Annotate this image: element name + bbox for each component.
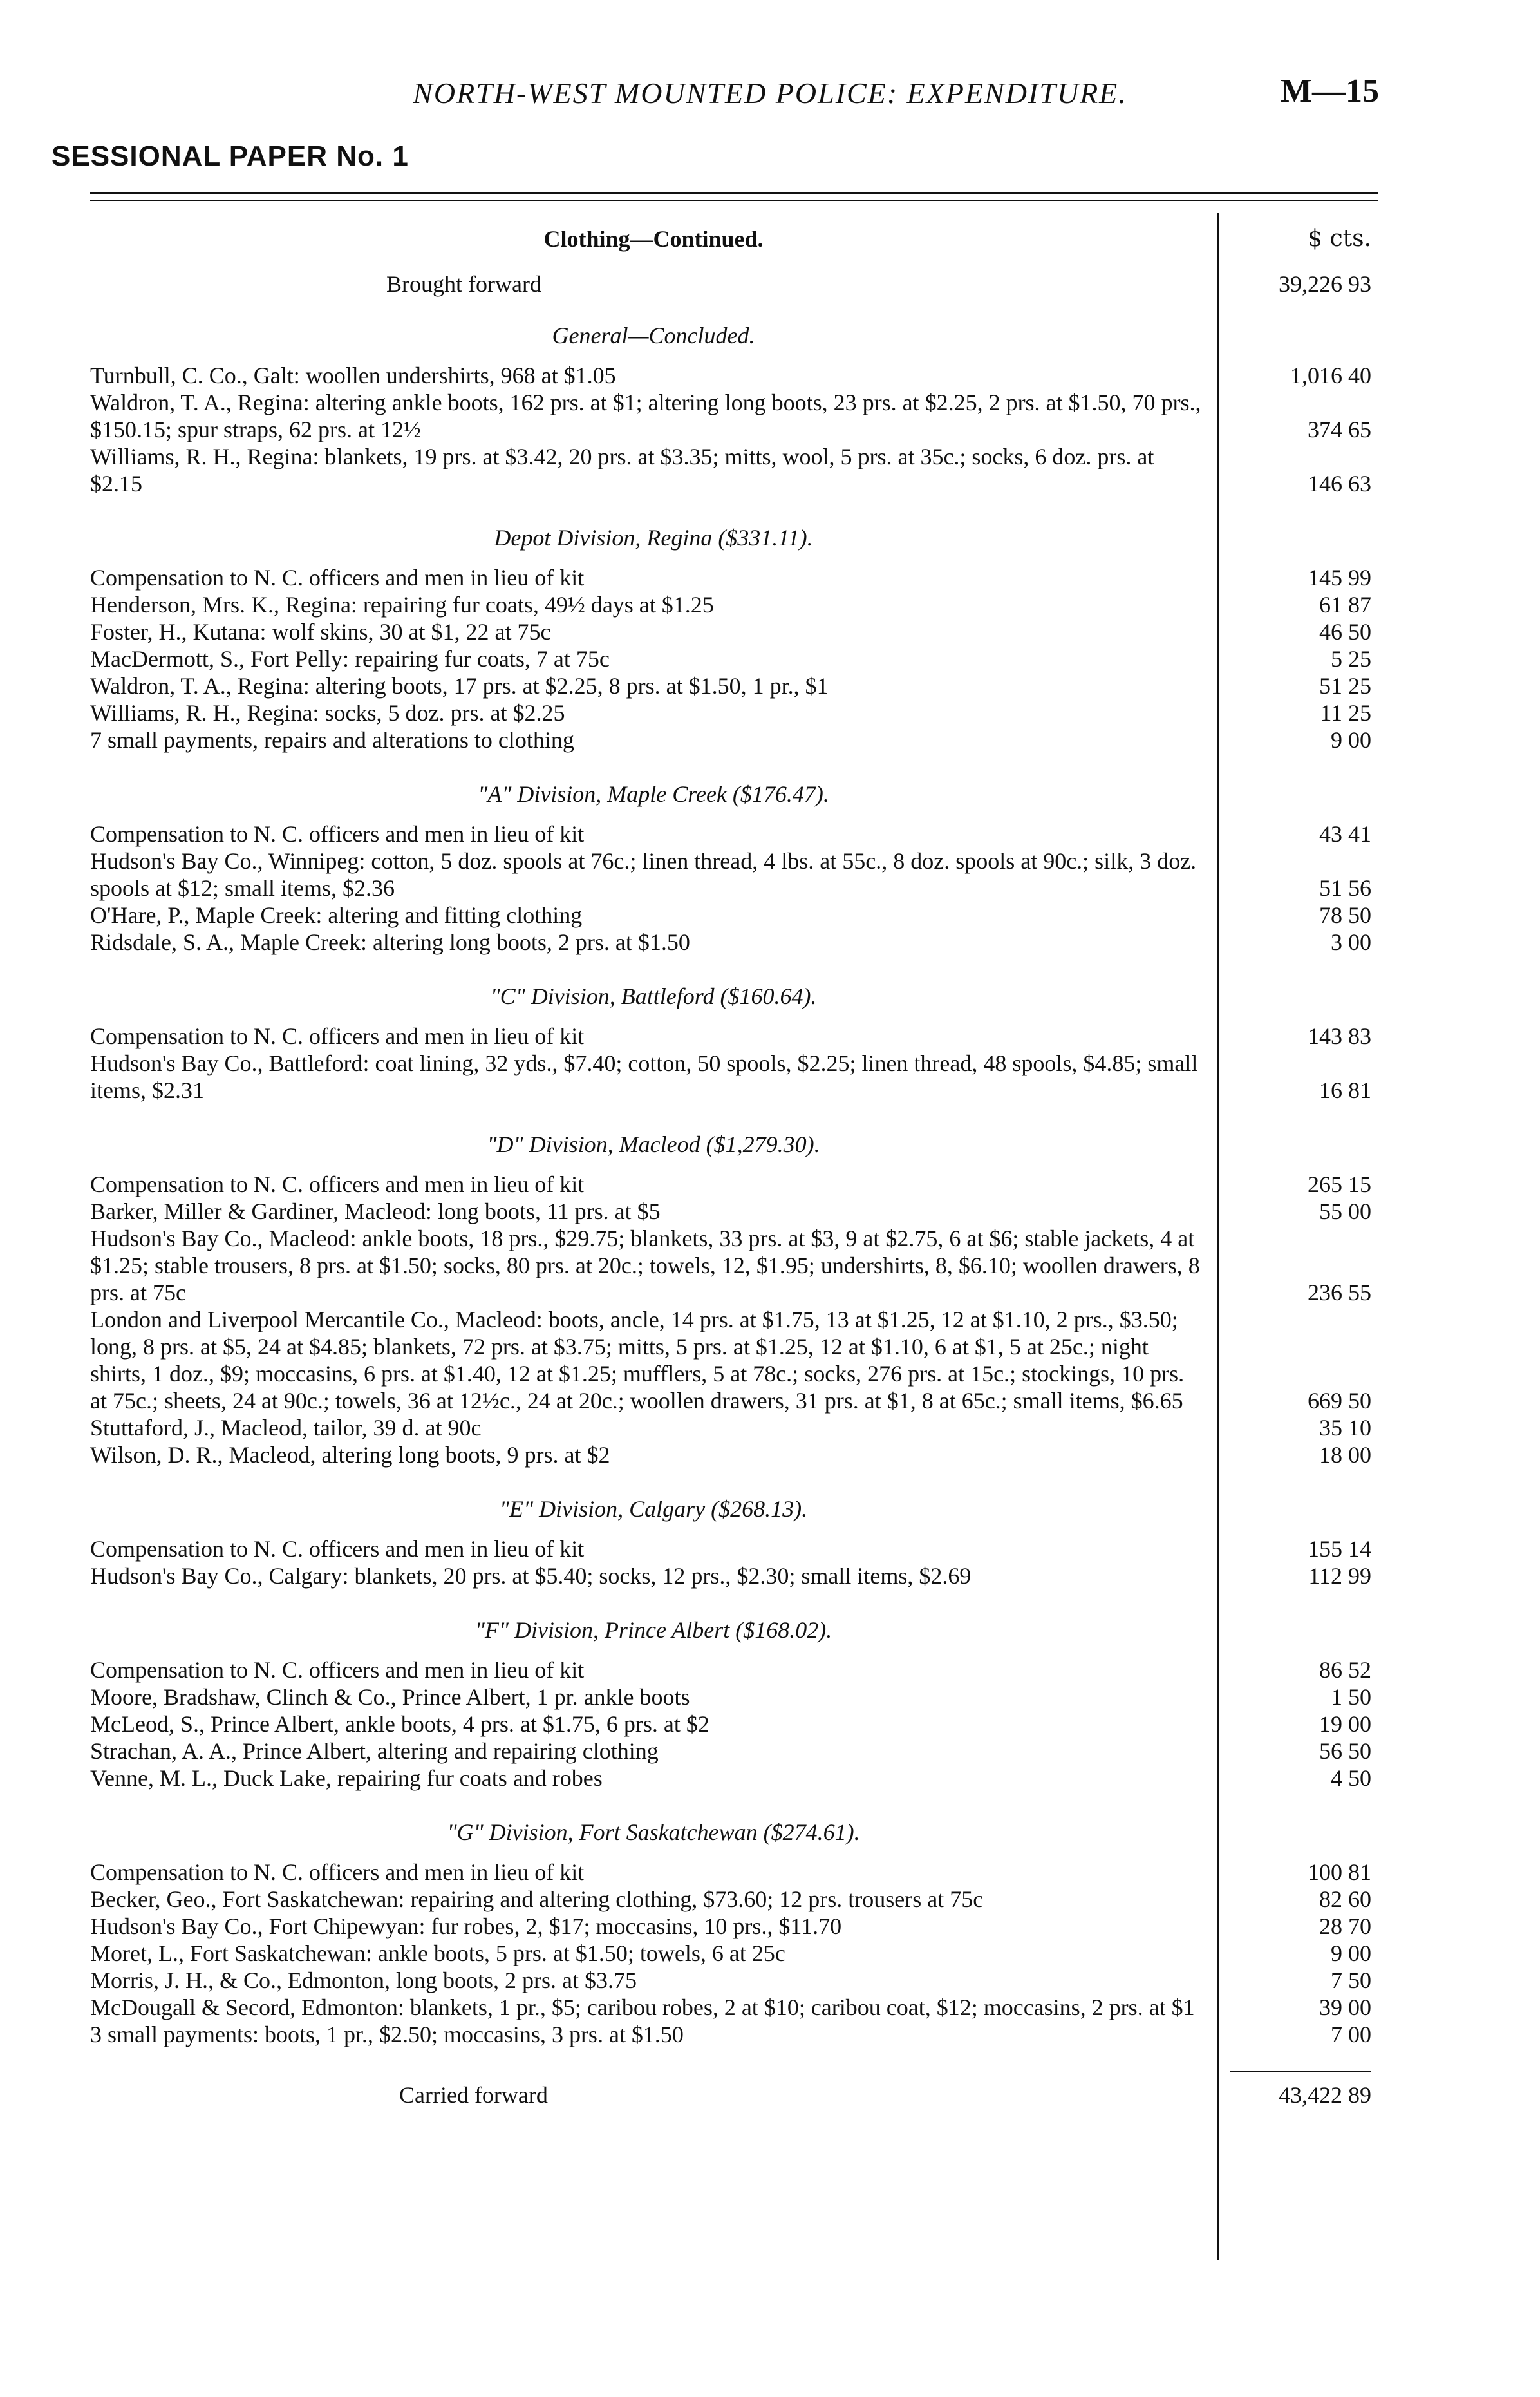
section-heading: "G" Division, Fort Saskatchewan ($274.61). <box>447 1819 860 1845</box>
expense-entry: Ridsdale, S. A., Maple Creek: altering long boots, 2 prs. at $1.50 <box>90 929 690 955</box>
expense-amount: 35 10 <box>1319 1415 1371 1441</box>
expense-amount: 236 55 <box>1308 1280 1371 1305</box>
section-heading: "C" Division, Battleford ($160.64). <box>490 983 817 1009</box>
amount-column-divider <box>1217 213 1219 2260</box>
expense-amount: 374 65 <box>1308 417 1371 442</box>
expense-amount: 39 00 <box>1319 1994 1371 2020</box>
currency-header: $ cts. <box>1308 225 1371 252</box>
expense-entry: MacDermott, S., Fort Pelly: repairing fur coats, 7 at 75c <box>90 646 610 672</box>
expense-entry: Strachan, A. A., Prince Albert, altering and repairing clothing <box>90 1738 659 1764</box>
expense-entry: Becker, Geo., Fort Saskatchewan: repairing and altering clothing, $73.60; 12 prs. trousers at 75c <box>90 1886 984 1912</box>
expense-entry: London and Liverpool Mercantile Co., Macleod: boots, ancle, 14 prs. at $1.75, 13 at $1.25, 12 at $1.10, 2 prs., $3.50; long, 8 prs. at $5, 24 at $4.85; blankets, 72 prs. at $3.75; mitts, 5 prs. at $1.25, 12 at $1.10, 6 at $1, 5 at 25c.; night shirts, 1 doz., $9; moccasins, 6 prs. at $1.40, 12 at $1.25; mufflers, 5 at 78c.; socks, 276 prs. at 15c.; stockings, 10 prs. at 75c.; sheets, 24 at 90c.; towels, 36 at 12½c., 24 at 20c.; woollen drawers, 31 prs. at $1, 8 at 65c.; small items, $6.65 <box>90 1307 1185 1414</box>
expense-entry: Williams, R. H., Regina: blankets, 19 prs. at $3.42, 20 prs. at $3.35; mitts, wool, 5 prs. at 35c.; socks, 6 doz. prs. at $2.15 <box>90 444 1154 497</box>
expense-amount: 9 00 <box>1331 727 1371 753</box>
expense-amount: 5 25 <box>1331 646 1371 672</box>
expense-entry: Moret, L., Fort Saskatchewan: ankle boots, 5 prs. at $1.50; towels, 6 at 25c <box>90 1940 785 1966</box>
expense-entry: Compensation to N. C. officers and men in lieu of kit <box>90 1171 585 1197</box>
expense-entry: Hudson's Bay Co., Battleford: coat lining, 32 yds., $7.40; cotton, 50 spools, $2.25; linen thread, 48 spools, $4.85; small items, $2.31 <box>90 1050 1198 1103</box>
expense-entry: Moore, Bradshaw, Clinch & Co., Prince Albert, 1 pr. ankle boots <box>90 1684 690 1710</box>
expense-entry: Williams, R. H., Regina: socks, 5 doz. prs. at $2.25 <box>90 700 565 726</box>
expense-amount: 19 00 <box>1319 1711 1371 1737</box>
expense-entry: 7 small payments, repairs and alterations to clothing <box>90 727 574 753</box>
running-title: NORTH-WEST MOUNTED POLICE: EXPENDITURE. <box>413 77 1127 109</box>
expense-amount: 28 70 <box>1319 1913 1371 1939</box>
expense-amount: 146 63 <box>1308 471 1371 497</box>
expense-entry: Morris, J. H., & Co., Edmonton, long boots, 2 prs. at $3.75 <box>90 1967 637 1993</box>
expense-entry: Wilson, D. R., Macleod, altering long boots, 9 prs. at $2 <box>90 1442 610 1468</box>
brought-forward-amount: 39,226 93 <box>1279 271 1371 297</box>
expense-amount: 43 41 <box>1319 821 1371 847</box>
carried-forward-amount: 43,422 89 <box>1279 2082 1371 2108</box>
expense-amount: 7 50 <box>1331 1967 1371 1993</box>
expense-entry: Turnbull, C. Co., Galt: woollen undershirts, 968 at $1.05 <box>90 363 616 388</box>
section-heading: "E" Division, Calgary ($268.13). <box>499 1496 808 1522</box>
section-heading: "A" Division, Maple Creek ($176.47). <box>478 781 829 807</box>
page-number: M—15 <box>1280 73 1379 109</box>
expense-entry: Compensation to N. C. officers and men in lieu of kit <box>90 1536 585 1562</box>
expense-entry: Hudson's Bay Co., Macleod: ankle boots, 18 prs., $29.75; blankets, 33 prs. at $3, 9 at $2.75, 6 at $6; stable jackets, 4 at $1.25; stable trousers, 8 prs. at $1.50; socks, 80 prs. at 20c.; towels, 12, $1.95; undershirts, 8, $6.10; woollen drawers, 8 prs. at 75c <box>90 1226 1200 1305</box>
section-heading: Depot Division, Regina ($331.11). <box>494 525 813 551</box>
expense-entry: Waldron, T. A., Regina: altering ankle boots, 162 prs. at $1; altering long boots, 23 prs. at $2.25, 2 prs. at $1.50, 70 prs., $150.15; spur straps, 62 prs. at 12½ <box>90 390 1201 442</box>
section-heading: "F" Division, Prince Albert ($168.02). <box>474 1617 832 1643</box>
section-heading: General—Concluded. <box>552 323 755 348</box>
expenditure-table <box>90 213 1378 2260</box>
expense-amount: 145 99 <box>1308 565 1371 591</box>
table-title: Clothing—Continued. <box>543 226 764 252</box>
brought-forward-label: Brought forward <box>386 271 541 297</box>
expense-amount: 669 50 <box>1308 1388 1371 1414</box>
expense-entry: Foster, H., Kutana: wolf skins, 30 at $1, 22 at 75c <box>90 619 551 645</box>
sessional-paper-label: SESSIONAL PAPER No. 1 <box>52 140 409 172</box>
expense-amount: 46 50 <box>1319 619 1371 645</box>
expense-entry: Barker, Miller & Gardiner, Macleod: long boots, 11 prs. at $5 <box>90 1198 661 1224</box>
expense-amount: 82 60 <box>1319 1886 1371 1912</box>
expense-amount: 11 25 <box>1320 700 1371 726</box>
expense-amount: 61 87 <box>1319 592 1371 618</box>
expense-amount: 112 99 <box>1308 1563 1371 1589</box>
expense-entry: O'Hare, P., Maple Creek: altering and fitting clothing <box>90 902 583 928</box>
total-rule <box>1230 2071 1371 2072</box>
expense-amount: 51 25 <box>1319 673 1371 699</box>
section-heading: "D" Division, Macleod ($1,279.30). <box>487 1132 820 1157</box>
expense-entry: McDougall & Secord, Edmonton: blankets, 1 pr., $5; caribou robes, 2 at $10; caribou coat, $12; moccasins, 2 prs. at $1 <box>90 1994 1195 2020</box>
expense-entry: Compensation to N. C. officers and men in lieu of kit <box>90 1859 585 1885</box>
expense-amount: 265 15 <box>1308 1171 1371 1197</box>
expense-entry: Stuttaford, J., Macleod, tailor, 39 d. at 90c <box>90 1415 482 1441</box>
expense-entry: Venne, M. L., Duck Lake, repairing fur coats and robes <box>90 1765 603 1791</box>
expense-amount: 7 00 <box>1331 2022 1371 2047</box>
expense-entry: 3 small payments: boots, 1 pr., $2.50; moccasins, 3 prs. at $1.50 <box>90 2022 684 2047</box>
expense-entry: Henderson, Mrs. K., Regina: repairing fur coats, 49½ days at $1.25 <box>90 592 714 618</box>
expense-amount: 155 14 <box>1308 1536 1371 1562</box>
expense-entry: Hudson's Bay Co., Calgary: blankets, 20 prs. at $5.40; socks, 12 prs., $2.30; small items, $2.69 <box>90 1563 972 1589</box>
expense-amount: 1 50 <box>1331 1684 1371 1710</box>
expense-amount: 1,016 40 <box>1290 363 1371 388</box>
expense-entry: McLeod, S., Prince Albert, ankle boots, 4 prs. at $1.75, 6 prs. at $2 <box>90 1711 709 1737</box>
expense-amount: 56 50 <box>1319 1738 1371 1764</box>
header-rule-thick <box>90 192 1378 194</box>
expense-amount: 16 81 <box>1319 1077 1371 1103</box>
expense-amount: 9 00 <box>1331 1940 1371 1966</box>
expense-entry: Compensation to N. C. officers and men in lieu of kit <box>90 1657 585 1683</box>
expense-amount: 55 00 <box>1319 1198 1371 1224</box>
expense-entry: Hudson's Bay Co., Fort Chipewyan: fur robes, 2, $17; moccasins, 10 prs., $11.70 <box>90 1913 842 1939</box>
expense-amount: 78 50 <box>1319 902 1371 928</box>
expense-amount: 4 50 <box>1331 1765 1371 1791</box>
expense-amount: 51 56 <box>1319 875 1371 901</box>
expense-amount: 3 00 <box>1331 929 1371 955</box>
expense-amount: 18 00 <box>1319 1442 1371 1468</box>
carried-forward-label: Carried forward <box>399 2082 548 2108</box>
expense-entry: Waldron, T. A., Regina: altering boots, 17 prs. at $2.25, 8 prs. at $1.50, 1 pr., $1 <box>90 673 829 699</box>
expense-entry: Hudson's Bay Co., Winnipeg: cotton, 5 doz. spools at 76c.; linen thread, 4 lbs. at 55c., 8 doz. spools at 90c.; silk, 3 doz. spools at $12; small items, $2.36 <box>90 848 1197 901</box>
header-rule-thin <box>90 200 1378 201</box>
expense-amount: 143 83 <box>1308 1023 1371 1049</box>
expense-entry: Compensation to N. C. officers and men in lieu of kit <box>90 565 585 591</box>
expense-entry: Compensation to N. C. officers and men in lieu of kit <box>90 821 585 847</box>
expense-entry: Compensation to N. C. officers and men in lieu of kit <box>90 1023 585 1049</box>
expense-amount: 86 52 <box>1319 1657 1371 1683</box>
expense-amount: 100 81 <box>1308 1859 1371 1885</box>
